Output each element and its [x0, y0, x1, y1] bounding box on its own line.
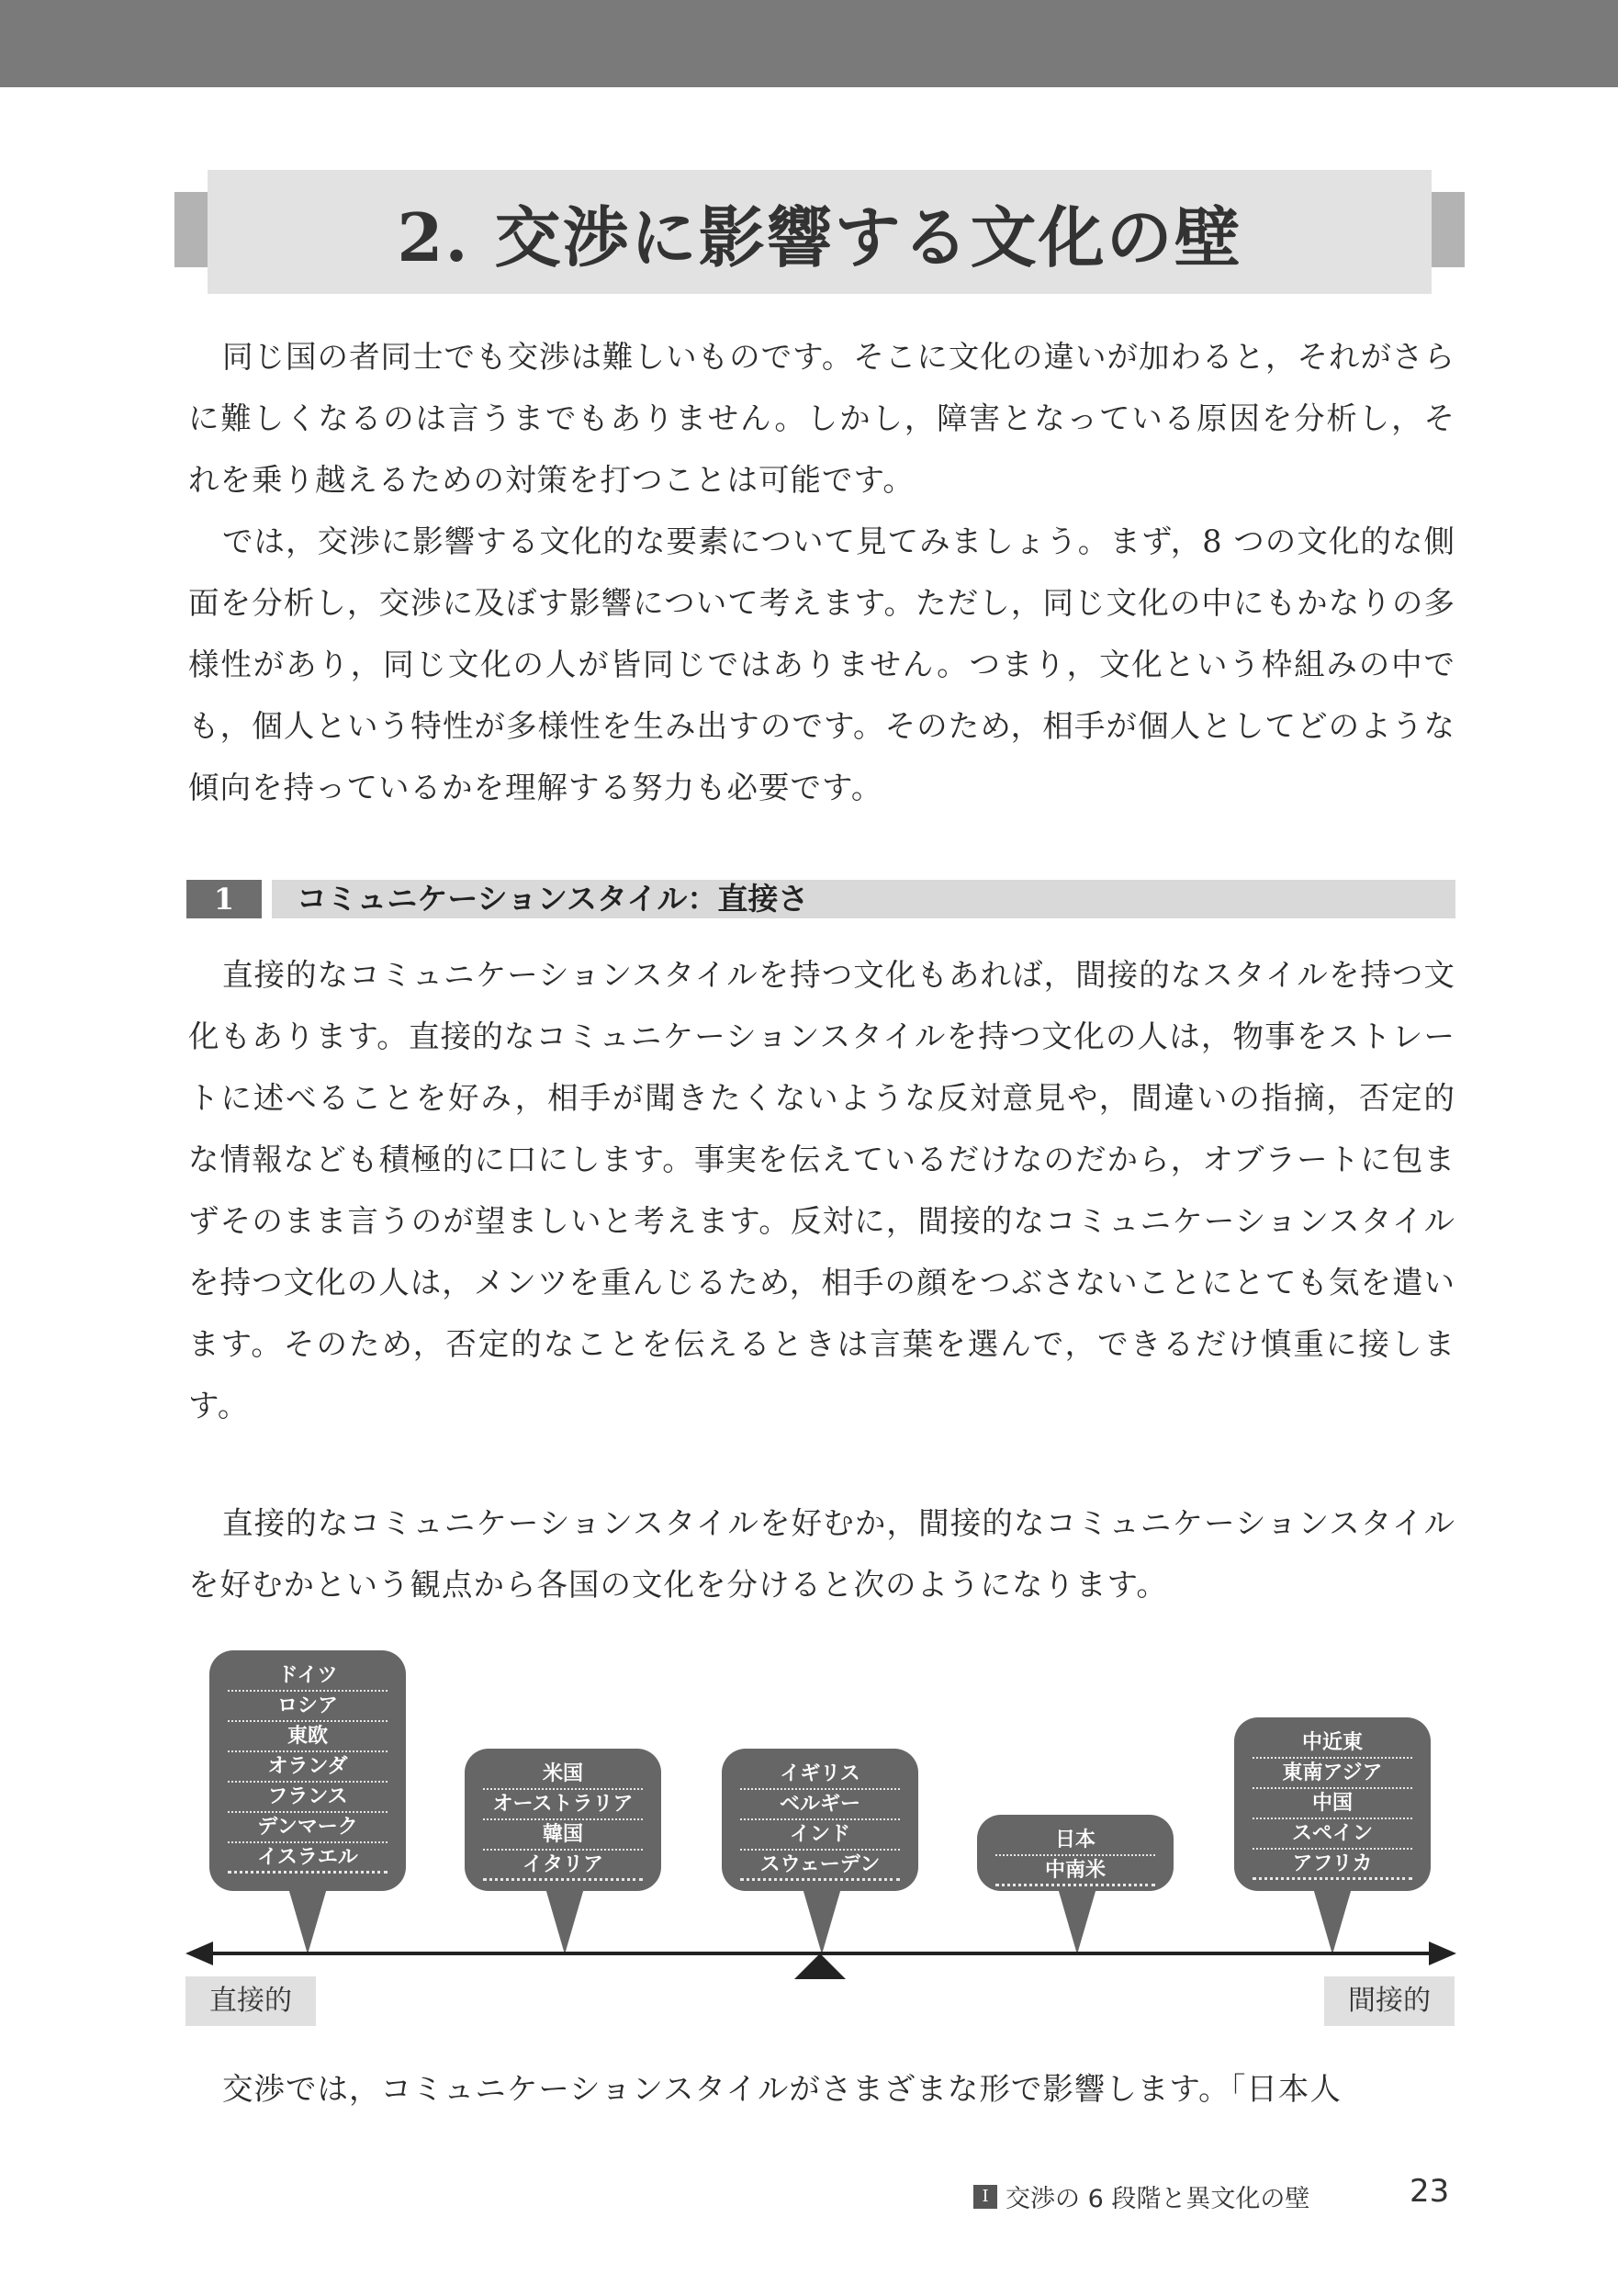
country-label: ベルギー [740, 1790, 900, 1820]
right-arrowhead-icon [1429, 1941, 1456, 1965]
bubble-pointer-3 [801, 1882, 843, 1954]
indirect-label: 間接的 [1324, 1976, 1455, 2026]
section-paragraph-1: 直接的なコミュニケーションスタイルを持つ文化もあれば，間接的なスタイルを持つ文化もあります。直接的なコミュニケーションスタイルを持つ文化の人は，物事をストレートに述べることを好み，相手が聞きたくないような反対意見や，間違いの指摘，否定的な情報なども積極的に口にします。事実を伝えているだけなのだから，オブラートに包まずそのまま言うのが望ましいと考えます。反対に，間接的なコミュニケーションスタイルを持つ文化の人は，メンツを重んじるため，相手の顔をつぶさないことにとても気を遣います。そのため，否定的なことを伝えるときは言葉を選んで，できるだけ慎重に接します。 [188, 957, 1455, 1424]
intro-paragraph-1: 同じ国の者同士でも交渉は難しいものです。そこに文化の違いが加わると，それがさらに難しくなるのは言うまでもありません。しかし，障害となっている原因を分析し，それを乗り越えるための対策を打つことは可能です。 [188, 339, 1455, 498]
title-accent-left [174, 192, 208, 267]
section-number: 1 [186, 880, 262, 918]
intro-paragraph-2: では，交渉に影響する文化的な要素について見てみましょう。まず，8 つの文化的な側面を分析し，交渉に及ぼす影響について考えます。ただし，同じ文化の中にもかなりの多様性があり，同じ文化の人が皆同じではありません。つまり，文化という枠組みの中でも，個人という特性が多様性を生み出すのです。そのため，相手が個人としてどのような傾向を持っているかを理解する努力も必要です。 [188, 523, 1455, 805]
country-label: スウェーデン [740, 1851, 900, 1881]
country-label: 韓国 [483, 1820, 643, 1851]
scale-center-triangle-icon [794, 1953, 846, 1979]
country-label: フランス [228, 1783, 388, 1813]
title-box [208, 170, 1432, 294]
country-label: ロシア [228, 1692, 388, 1722]
directness-scale-diagram [0, 1644, 1618, 2039]
country-label: 日本 [995, 1826, 1155, 1856]
country-label: 中近東 [1253, 1728, 1412, 1759]
chapter-title: 交渉の 6 段階と異文化の壁 [1006, 2185, 1310, 2213]
diagram-intro-paragraph: 直接的なコミュニケーションスタイルを好むか，間接的なコミュニケーションスタイルを好むかという観点から各国の文化を分けると次のようになります。 [188, 1505, 1455, 1603]
country-label: オランダ [228, 1752, 388, 1783]
chapter-mark: I [973, 2185, 997, 2209]
title-banner [174, 170, 1465, 294]
page-number: 23 [1410, 2173, 1450, 2210]
country-label: アフリカ [1253, 1850, 1412, 1880]
country-label: デンマーク [228, 1813, 388, 1843]
bubble-pointer-4 [1056, 1882, 1098, 1954]
country-label: 中南米 [995, 1856, 1155, 1886]
bubble-group-4 [977, 1815, 1174, 1891]
bubble-pointer-5 [1311, 1882, 1354, 1954]
bubble-pointer-1 [287, 1882, 329, 1954]
bubble-group-1 [209, 1650, 406, 1891]
bubble-group-5 [1234, 1717, 1431, 1891]
country-label: イタリア [483, 1851, 643, 1881]
country-label: ドイツ [228, 1661, 388, 1692]
country-label: 中国 [1253, 1789, 1412, 1819]
country-label: 米国 [483, 1760, 643, 1790]
closing-paragraph: 交渉では，コミュニケーションスタイルがさまざまな形で影響します。「日本人 [222, 2071, 1342, 2107]
section-title: コミュニケーションスタイル：直接さ [297, 881, 809, 917]
page-title: 2. 交渉に影響する文化の壁 [397, 197, 1242, 276]
country-label: イスラエル [228, 1843, 388, 1874]
diagram-intro-text [188, 1492, 1455, 1615]
bubble-group-2 [465, 1749, 661, 1891]
country-label: インド [740, 1820, 900, 1851]
country-label: イギリス [740, 1760, 900, 1790]
title-accent-right [1432, 192, 1465, 267]
left-arrowhead-icon [185, 1941, 213, 1965]
country-label: 東欧 [228, 1722, 388, 1752]
country-label: オーストラリア [483, 1790, 643, 1820]
top-header-bar [0, 0, 1618, 87]
section-text [188, 944, 1455, 1436]
closing-text [188, 2058, 1455, 2120]
bubble-pointer-2 [544, 1882, 586, 1954]
intro-text [188, 326, 1455, 818]
direct-label: 直接的 [185, 1976, 316, 2026]
country-label: スペイン [1253, 1819, 1412, 1850]
country-label: 東南アジア [1253, 1759, 1412, 1789]
bubble-group-3 [722, 1749, 918, 1891]
section-heading [186, 880, 1455, 918]
